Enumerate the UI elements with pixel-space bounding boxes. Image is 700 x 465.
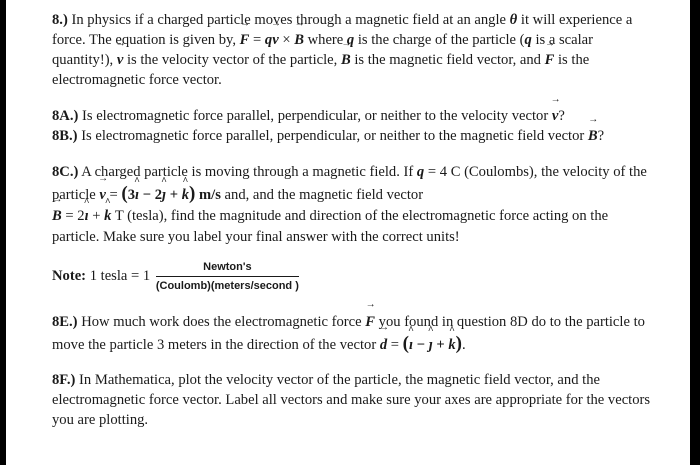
question-8 bbox=[52, 10, 652, 90]
coefficient: − 2 bbox=[139, 187, 163, 203]
text: How much work does the electromagnetic force bbox=[77, 314, 366, 330]
text: T (tesla), find the magnitude and direction of the electromagnetic force acting on the particle. Make sure you label your final answer with the correct units! bbox=[52, 208, 609, 245]
force-vector-symbol: → F bbox=[365, 311, 375, 333]
charge-symbol: q bbox=[346, 32, 355, 48]
plus: + bbox=[166, 187, 182, 203]
right-edge-bar bbox=[690, 0, 700, 465]
question-8f bbox=[52, 370, 652, 430]
j-hat-symbol: ^ ȷ bbox=[429, 334, 433, 356]
velocity-vector-symbol: → v bbox=[99, 185, 105, 206]
question-mark: ? bbox=[597, 128, 605, 144]
text: it will experience a force. The equation is given by, bbox=[52, 12, 633, 48]
text: is the magnetic field vector, and bbox=[350, 52, 545, 68]
text: C (Coulombs), the velocity of the particle bbox=[52, 164, 647, 203]
k-hat-symbol: ^ k bbox=[448, 334, 455, 356]
i-hat-symbol: ^ ı bbox=[85, 206, 89, 227]
equals: = bbox=[249, 32, 265, 48]
text: In Mathematica, plot the velocity vector of the particle, the magnetic field vector, and the electromagnetic force vector. Label all vectors and make sure your axes are appropriate for the vectors you are plotting. bbox=[52, 372, 651, 428]
paren: ( bbox=[402, 333, 409, 354]
question-8c bbox=[52, 162, 652, 248]
note-label: Note: bbox=[52, 267, 87, 284]
i-hat-symbol: ^ ı bbox=[409, 334, 413, 356]
question-number: 8B.) bbox=[52, 128, 78, 144]
text: is the charge of the particle ( bbox=[354, 32, 525, 48]
question-number: 8E.) bbox=[52, 314, 78, 330]
k-hat-symbol: ^ k bbox=[182, 185, 189, 206]
question-number: 8F.) bbox=[52, 372, 76, 388]
velocity-vector-symbol: → v bbox=[117, 50, 123, 70]
plus: + bbox=[432, 337, 449, 353]
field-vector-symbol: → B bbox=[341, 50, 351, 70]
field-vector-symbol: → B bbox=[52, 206, 62, 227]
period: . bbox=[462, 337, 466, 353]
minus: − bbox=[413, 337, 429, 353]
question-8a bbox=[52, 106, 652, 126]
text: is the velocity vector of the particle, bbox=[123, 52, 341, 68]
fraction-denominator: (Coulomb)(meters/second ) bbox=[155, 280, 299, 292]
paren: ) bbox=[189, 183, 196, 204]
force-vector-symbol: → F bbox=[545, 50, 555, 70]
note bbox=[52, 260, 652, 293]
coefficient: 3 bbox=[127, 187, 136, 203]
paren: ( bbox=[121, 183, 128, 204]
theta-symbol: θ bbox=[509, 12, 518, 28]
question-number: 8A.) bbox=[52, 108, 79, 124]
fraction-numerator: Newton's bbox=[156, 260, 299, 277]
velocity-vector-symbol: → v bbox=[272, 30, 278, 50]
text: Is electromagnetic force parallel, perpendicular, or neither to the velocity vector bbox=[78, 108, 552, 124]
text: Is electromagnetic force parallel, perpendicular, or neither to the magnetic field vector bbox=[77, 128, 588, 144]
text: In physics if a charged particle moves through a magnetic field at an angle bbox=[67, 12, 510, 28]
question-number: 8.) bbox=[52, 12, 68, 28]
paren: ) bbox=[455, 333, 462, 354]
charge-symbol: q bbox=[524, 32, 532, 48]
cross-symbol: × bbox=[278, 32, 295, 48]
text: A charged particle is moving through a magnetic field. If bbox=[78, 164, 417, 180]
j-hat-symbol: ^ ȷ bbox=[162, 185, 166, 206]
velocity-vector-symbol: → v bbox=[552, 106, 558, 126]
d-vector-symbol: → d bbox=[380, 334, 387, 356]
question-8b bbox=[52, 126, 652, 146]
text: 1 tesla = 1 bbox=[86, 267, 154, 284]
text: and, and the magnetic field vector bbox=[220, 187, 424, 203]
charge-value: = 4 bbox=[424, 164, 451, 180]
text: you found in question 8D do to the particle to move the particle 3 meters in the direction of the vector bbox=[52, 314, 645, 353]
text: where bbox=[303, 32, 347, 48]
equals: = bbox=[105, 187, 122, 203]
text: is a scalar quantity!), bbox=[52, 32, 594, 68]
plus: + bbox=[88, 208, 105, 224]
question-number: 8C.) bbox=[52, 164, 79, 180]
i-hat-symbol: ^ ı bbox=[135, 185, 139, 206]
text: is the electromagnetic force vector. bbox=[52, 52, 590, 88]
equals: = bbox=[387, 337, 403, 353]
left-edge-bar bbox=[0, 0, 6, 465]
field-vector-symbol: → B bbox=[294, 30, 304, 50]
charge-symbol: q bbox=[264, 32, 273, 48]
force-vector-symbol: → F bbox=[240, 30, 250, 50]
field-vector-symbol: → B bbox=[588, 126, 598, 146]
field-value: = 2 bbox=[61, 208, 85, 224]
question-mark: ? bbox=[558, 108, 565, 124]
charge-symbol: q bbox=[416, 164, 425, 180]
tesla-fraction bbox=[156, 260, 299, 293]
problem-page bbox=[52, 10, 652, 430]
velocity-unit: m/s bbox=[195, 187, 221, 203]
question-8e bbox=[52, 311, 652, 356]
k-hat-symbol: ^ k bbox=[104, 206, 111, 227]
